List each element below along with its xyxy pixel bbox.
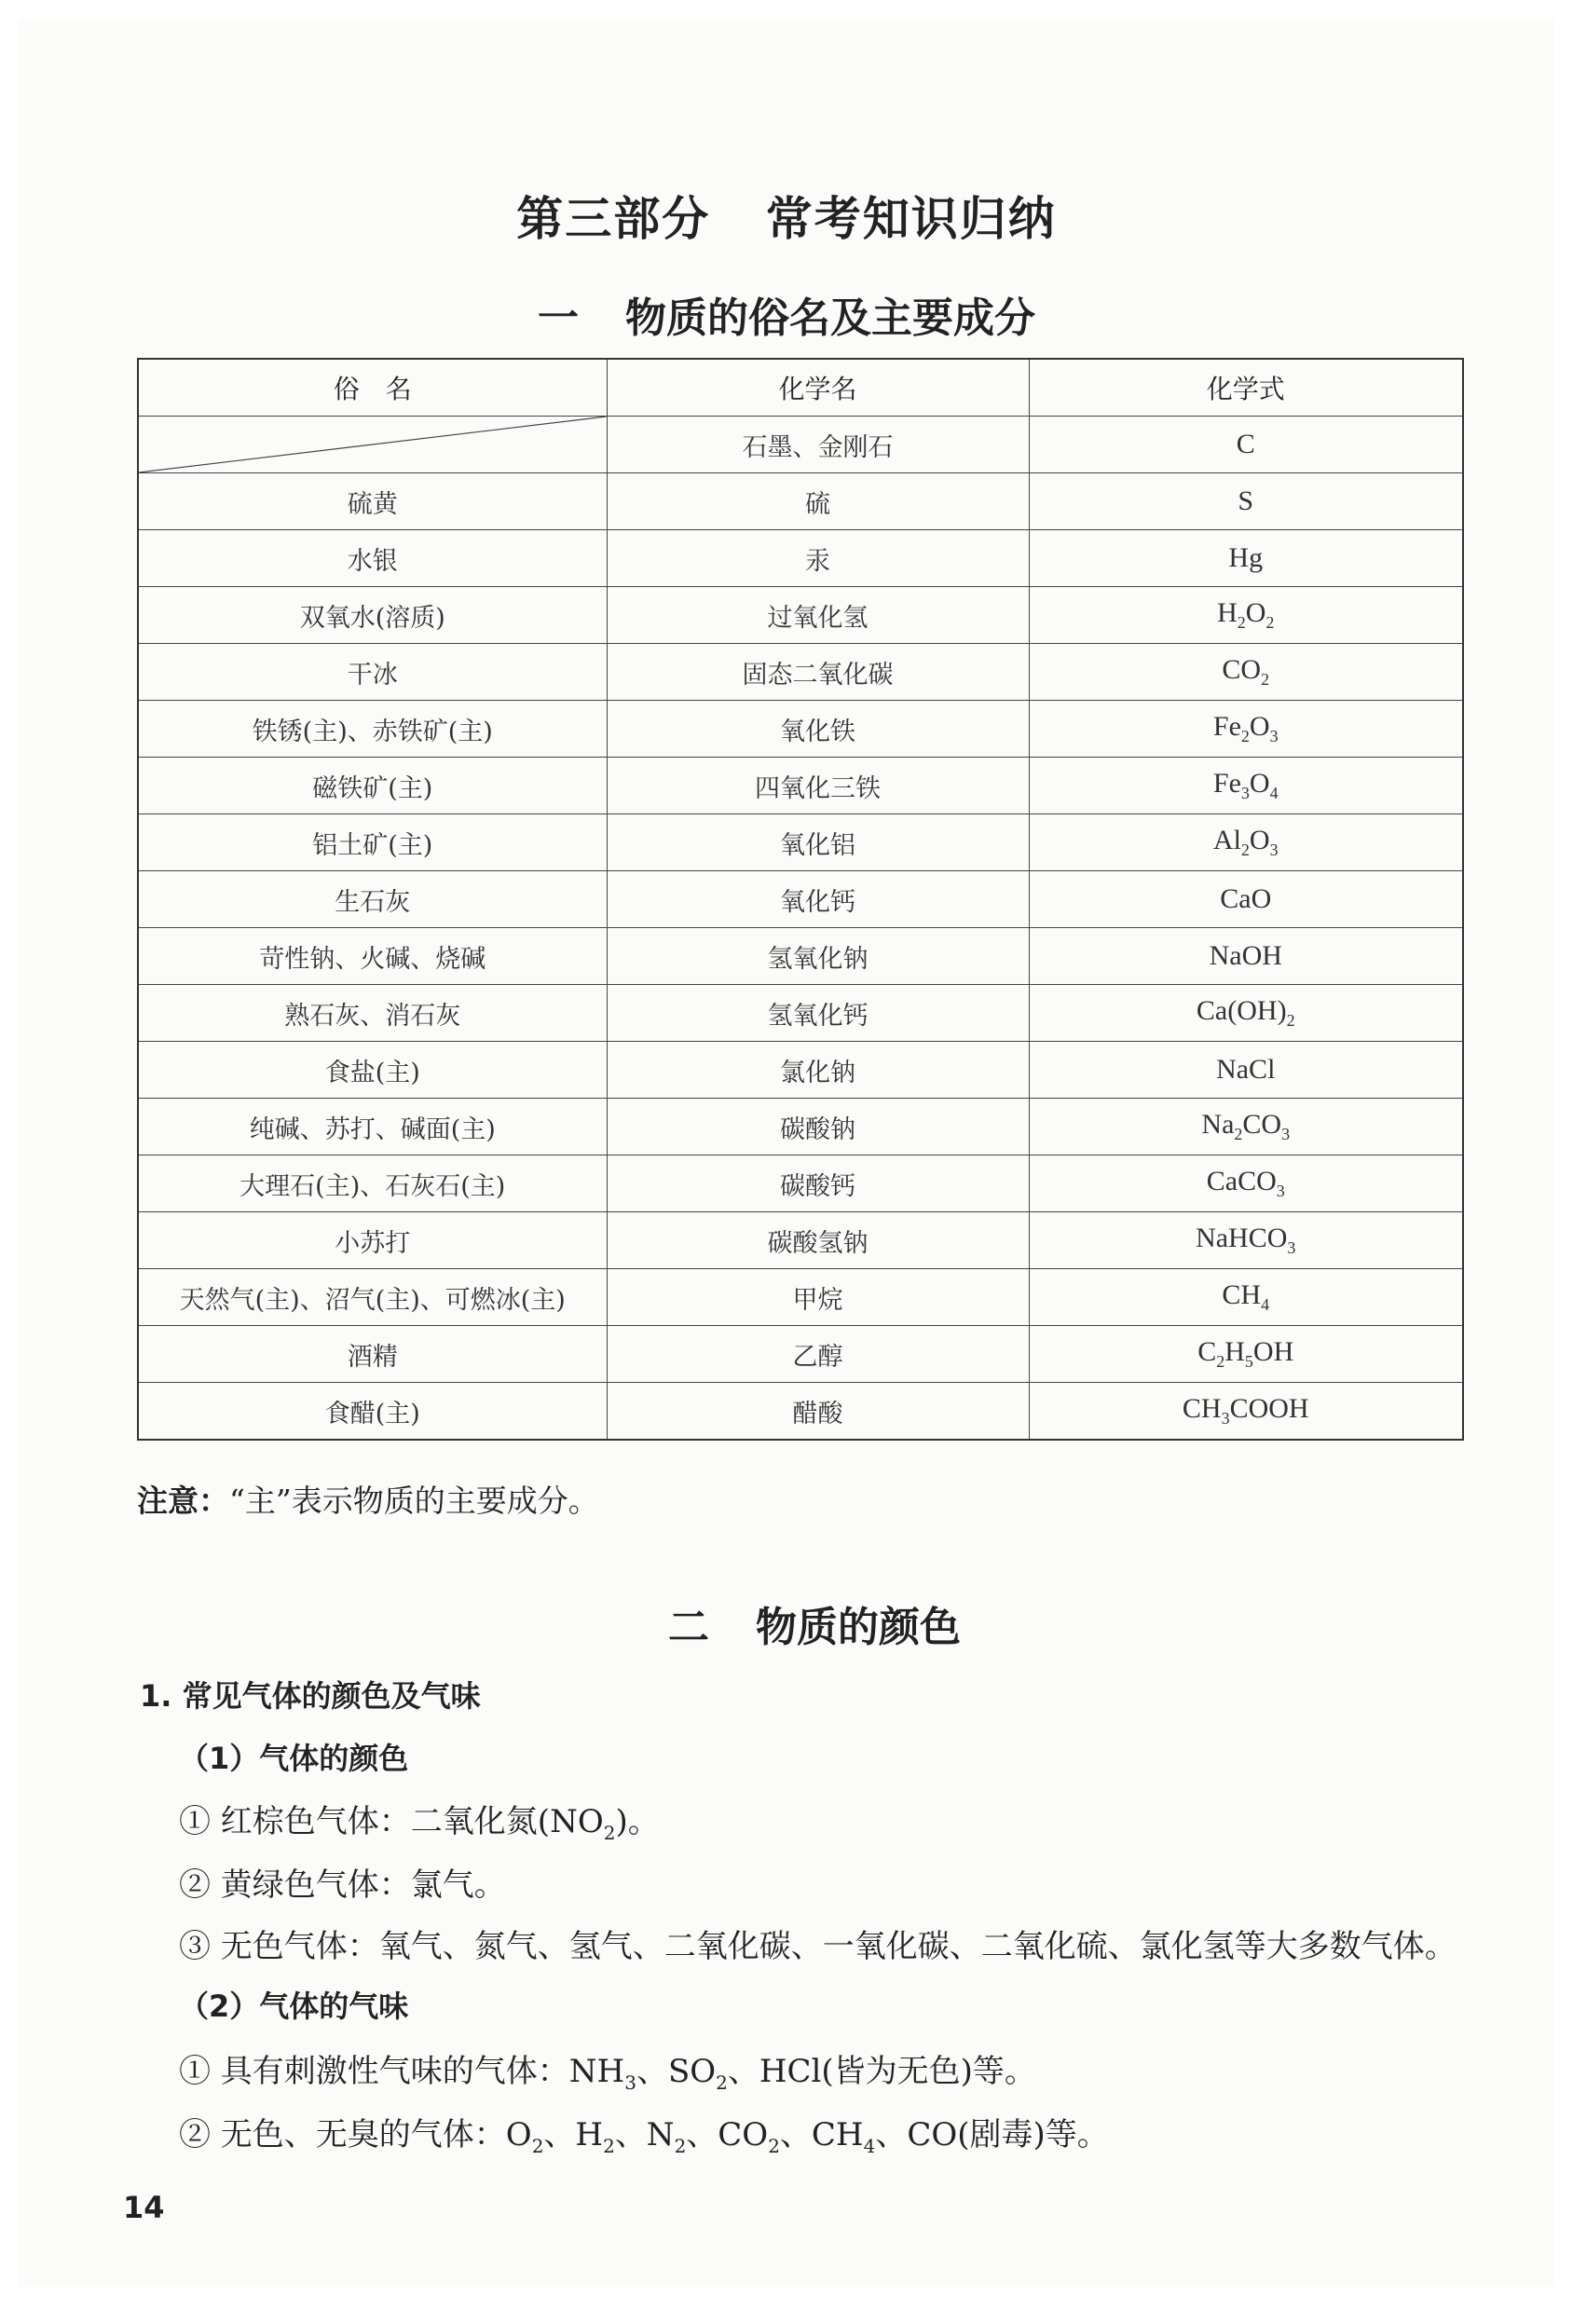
cell-formula: $Ca(OH)_2$ bbox=[1029, 985, 1463, 1042]
cell-chemical-name: 碳酸钠 bbox=[607, 1099, 1029, 1155]
header-formula: 化学式 bbox=[1029, 359, 1463, 417]
cell-formula: CaCO$_3$ bbox=[1029, 1155, 1463, 1212]
cell-common-name: 干冰 bbox=[138, 644, 607, 701]
cell-formula: Hg bbox=[1029, 530, 1463, 587]
cell-chemical-name: 氧化铝 bbox=[607, 814, 1029, 871]
cell-common-name: 纯碱、苏打、碱面(主) bbox=[138, 1099, 607, 1155]
table-row bbox=[138, 814, 1463, 871]
cell-chemical-name: 氢氧化钠 bbox=[607, 928, 1029, 985]
table-row bbox=[138, 1099, 1463, 1155]
cell-common-name: 硫黄 bbox=[138, 473, 607, 530]
diagonal-line bbox=[139, 417, 607, 472]
cell-chemical-name: 固态二氧化碳 bbox=[607, 644, 1029, 701]
table-row bbox=[138, 928, 1463, 985]
cell-chemical-name: 氧化铁 bbox=[607, 701, 1029, 758]
section-2-heading: 物质的颜色 bbox=[756, 1604, 961, 1651]
list-item-color-3: ③ 无色气体：氧气、氮气、氢气、二氧化碳、一氧化碳、二氧化硫、氯化氢等大多数气体。 bbox=[179, 1928, 1457, 1965]
table-header-row bbox=[138, 359, 1463, 417]
table-row bbox=[138, 417, 1463, 473]
section-1-heading: 物质的俗名及主要成分 bbox=[625, 294, 1035, 342]
cell-formula: NaCl bbox=[1029, 1042, 1463, 1099]
list-item-smell-1: ① 具有刺激性气味的气体：$NH_3$、$SO_2$、HCl(皆为无色)等。 bbox=[179, 2053, 1036, 2094]
table-row bbox=[138, 871, 1463, 928]
subsection-gas-color-smell: 1. 常见气体的颜色及气味 bbox=[140, 1678, 481, 1714]
cell-formula: NaHCO$_3$ bbox=[1029, 1212, 1463, 1269]
cell-common-name: 熟石灰、消石灰 bbox=[138, 985, 607, 1042]
table-row bbox=[138, 530, 1463, 587]
cell-common-name: 磁铁矿(主) bbox=[138, 758, 607, 814]
table-note bbox=[137, 1477, 599, 1521]
subheading-gas-color: （1）气体的颜色 bbox=[179, 1741, 409, 1776]
cell-formula: $H_2O_2$ bbox=[1029, 587, 1463, 644]
table-row bbox=[138, 1212, 1463, 1269]
section-1-number: 一 bbox=[538, 294, 579, 342]
header-common-name: 俗 名 bbox=[138, 359, 607, 417]
cell-formula: $CH_4$ bbox=[1029, 1269, 1463, 1326]
header-chemical-name: 化学名 bbox=[607, 359, 1029, 417]
section-1-title bbox=[19, 284, 1554, 344]
cell-common-name: 食盐(主) bbox=[138, 1042, 607, 1099]
cell-chemical-name: 石墨、金刚石 bbox=[607, 417, 1029, 473]
cell-common-name: 铝土矿(主) bbox=[138, 814, 607, 871]
cell-chemical-name: 甲烷 bbox=[607, 1269, 1029, 1326]
table-row bbox=[138, 587, 1463, 644]
table-row bbox=[138, 473, 1463, 530]
cell-chemical-name: 乙醇 bbox=[607, 1326, 1029, 1383]
cell-formula: $Na_2CO_3$ bbox=[1029, 1099, 1463, 1155]
cell-common-name: 双氧水(溶质) bbox=[138, 587, 607, 644]
table-row bbox=[138, 1042, 1463, 1099]
part-title: 第三部分 常考知识归纳 bbox=[516, 191, 1057, 246]
page bbox=[19, 19, 1554, 2287]
table-row bbox=[138, 758, 1463, 814]
cell-formula: $Fe_3O_4$ bbox=[1029, 758, 1463, 814]
subheading-gas-smell: （2）气体的气味 bbox=[179, 1989, 409, 2024]
section-2-number: 二 bbox=[668, 1604, 709, 1651]
cell-formula: CaO bbox=[1029, 871, 1463, 928]
table-row bbox=[138, 701, 1463, 758]
cell-common-name: 水银 bbox=[138, 530, 607, 587]
cell-common-name: 大理石(主)、石灰石(主) bbox=[138, 1155, 607, 1212]
cell-formula: S bbox=[1029, 473, 1463, 530]
note-text: “主”表示物质的主要成分。 bbox=[229, 1483, 599, 1519]
table-row bbox=[138, 644, 1463, 701]
table-row bbox=[138, 1326, 1463, 1383]
cell-common-name: 小苏打 bbox=[138, 1212, 607, 1269]
cell-formula: $Al_2O_3$ bbox=[1029, 814, 1463, 871]
cell-chemical-name: 氯化钠 bbox=[607, 1042, 1029, 1099]
table-row bbox=[138, 985, 1463, 1042]
list-item-color-2: ② 黄绿色气体：氯气。 bbox=[179, 1866, 506, 1904]
cell-common-name: 酒精 bbox=[138, 1326, 607, 1383]
cell-common-name: 天然气(主)、沼气(主)、可燃冰(主) bbox=[138, 1269, 607, 1326]
cell-chemical-name: 硫 bbox=[607, 473, 1029, 530]
cell-chemical-name: 碳酸钙 bbox=[607, 1155, 1029, 1212]
section-2-title bbox=[75, 1593, 1554, 1653]
common-names-table bbox=[137, 358, 1464, 1441]
cell-common-name: 铁锈(主)、赤铁矿(主) bbox=[138, 701, 607, 758]
page-number: 14 bbox=[123, 2190, 165, 2225]
cell-common-name: 苛性钠、火碱、烧碱 bbox=[138, 928, 607, 985]
cell-chemical-name: 汞 bbox=[607, 530, 1029, 587]
cell-formula: $C_2H_5OH$ bbox=[1029, 1326, 1463, 1383]
cell-formula: C bbox=[1029, 417, 1463, 473]
cell-formula: NaOH bbox=[1029, 928, 1463, 985]
cell-chemical-name: 过氧化氢 bbox=[607, 587, 1029, 644]
cell-common-name: 食醋(主) bbox=[138, 1383, 607, 1441]
cell-chemical-name: 氧化钙 bbox=[607, 871, 1029, 928]
cell-chemical-name: 氢氧化钙 bbox=[607, 985, 1029, 1042]
list-item-color-1: ① 红棕色气体：二氧化氮$(NO_2)$。 bbox=[179, 1803, 660, 1844]
cell-formula: $Fe_2O_3$ bbox=[1029, 701, 1463, 758]
cell-chemical-name: 四氧化三铁 bbox=[607, 758, 1029, 814]
cell-chemical-name: 醋酸 bbox=[607, 1383, 1029, 1441]
cell-formula: $CO_2$ bbox=[1029, 644, 1463, 701]
cell-formula: $CH_3COOH$ bbox=[1029, 1383, 1463, 1441]
table-row bbox=[138, 1269, 1463, 1326]
table-row bbox=[138, 1383, 1463, 1441]
cell-common-name bbox=[138, 417, 607, 473]
cell-chemical-name: 碳酸氢钠 bbox=[607, 1212, 1029, 1269]
note-label: 注意： bbox=[137, 1483, 229, 1519]
table-row bbox=[138, 1155, 1463, 1212]
list-item-smell-2: ② 无色、无臭的气体：$O_2$、$H_2$、$N_2$、$CO_2$、$CH_4$、CO(剧毒)等。 bbox=[179, 2116, 1109, 2157]
cell-common-name: 生石灰 bbox=[138, 871, 607, 928]
